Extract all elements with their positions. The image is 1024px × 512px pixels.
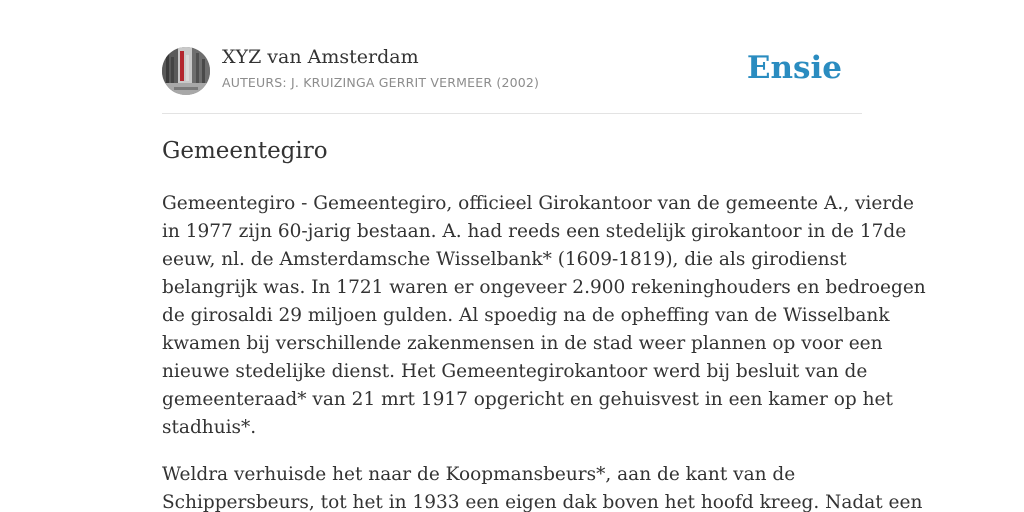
entry-paragraph bbox=[162, 190, 926, 442]
book-cover-photo-icon[interactable] bbox=[162, 47, 210, 95]
text-line: belangrijk was. In 1721 waren er ongeveer 2.900 rekeninghouders en bedroegen bbox=[162, 277, 926, 298]
text-line: kwamen bij verschillende zakenmensen in de stad weer plannen op voor een bbox=[162, 333, 883, 354]
ensie-logo-link[interactable]: Ensie bbox=[746, 50, 842, 86]
text-line: Gemeentegiro - Gemeentegiro, officieel Girokantoor van de gemeente A., vierde bbox=[162, 193, 914, 214]
text-line: nieuwe stedelijke dienst. Het Gemeentegirokantoor werd bij besluit van de bbox=[162, 361, 868, 382]
entry-title: Gemeentegiro bbox=[162, 138, 328, 164]
book-title[interactable]: XYZ van Amsterdam bbox=[222, 46, 419, 68]
text-line: Schippersbeurs, tot het in 1933 een eigen dak boven het hoofd kreeg. Nadat een bbox=[162, 492, 923, 512]
text-line: Weldra verhuisde het naar de Koopmansbeurs*, aan de kant van de bbox=[162, 464, 796, 485]
entry-body bbox=[162, 190, 926, 512]
text-line: de girosaldi 29 miljoen gulden. Al spoedig na de opheffing van de Wisselbank bbox=[162, 305, 890, 326]
text-line: eeuw, nl. de Amsterdamsche Wisselbank* (1609-1819), die als girodienst bbox=[162, 249, 847, 270]
header-divider bbox=[162, 113, 862, 114]
book-authors: AUTEURS: J. KRUIZINGA GERRIT VERMEER (2002) bbox=[222, 75, 540, 90]
text-line: stadhuis*. bbox=[162, 417, 257, 438]
text-line: in 1977 zijn 60-jarig bestaan. A. had reeds een stedelijk girokantoor in de 17de bbox=[162, 221, 907, 242]
text-line: gemeenteraad* van 21 mrt 1917 opgericht en gehuisvest in een kamer op het bbox=[162, 389, 893, 410]
entry-paragraph bbox=[162, 461, 923, 512]
header bbox=[162, 46, 862, 96]
